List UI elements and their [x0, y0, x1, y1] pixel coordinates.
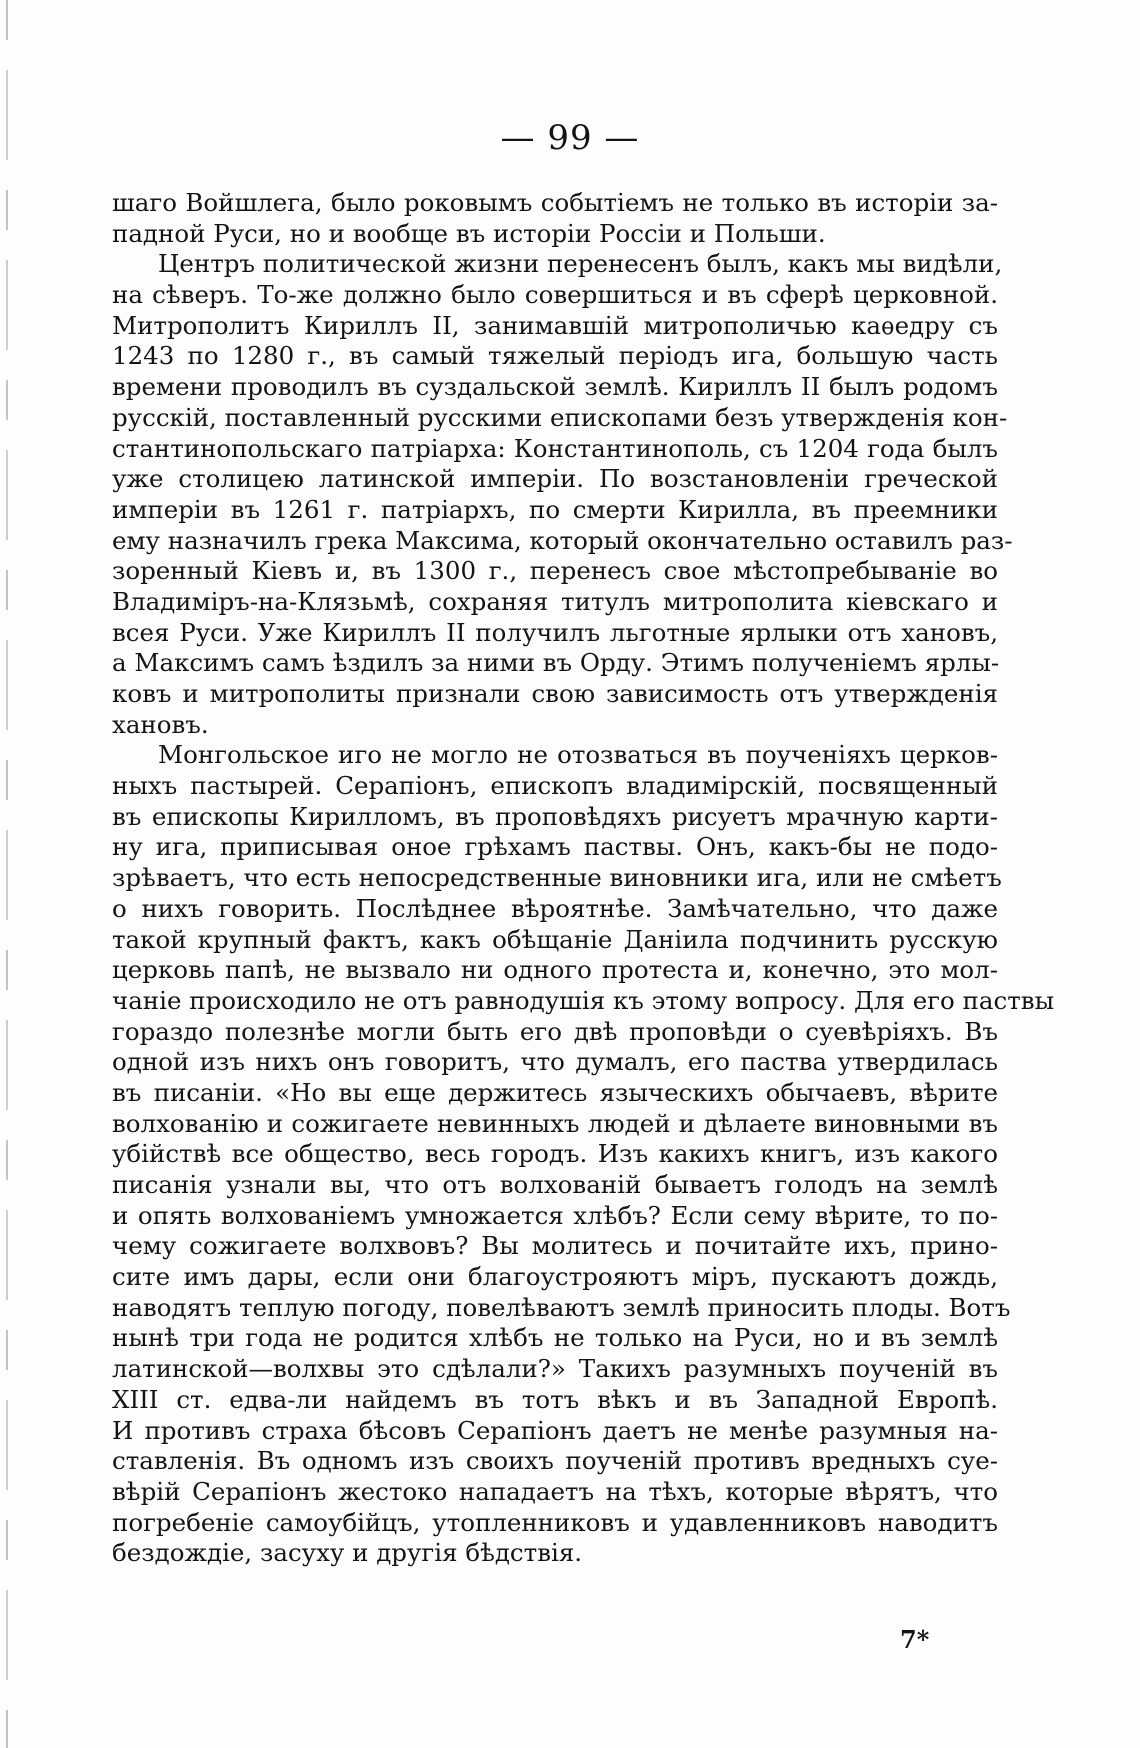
text-line: уже столицею латинской имперіи. По возстановленіи греческой: [112, 464, 998, 494]
text-line: времени проводилъ въ суздальской землѣ. Кириллъ II былъ родомъ: [112, 372, 998, 402]
text-line: хановъ.: [112, 709, 209, 739]
text-line: писанія узнали вы, что отъ волхованій бываетъ голодъ на землѣ: [112, 1170, 998, 1199]
paragraph: [112, 249, 1013, 740]
signature-mark: 7*: [900, 1625, 930, 1654]
text-line: въ епископы Кирилломъ, въ проповѣдяхъ рисуетъ мрачную карти-: [112, 801, 998, 831]
text-line: такой крупный фактъ, какъ обѣщаніе Даніила подчинить русскую: [112, 924, 998, 954]
text-line: ему назначилъ грека Максима, который окончательно оставилъ раз-: [112, 525, 1013, 555]
text-line: Монгольское иго не могло не отозваться въ поученіяхъ церков-: [158, 740, 998, 770]
text-line: шаго Войшлега, было роковымъ событіемъ не только въ исторіи за-: [112, 188, 998, 217]
text-line: 1243 по 1280 г., въ самый тяжелый періодъ ига, большую часть: [112, 341, 998, 371]
text-line: церковь папѣ, не вызвало ни одного протеста и, конечно, это мол-: [112, 955, 998, 985]
text-line: ковъ и митрополиты признали свою зависимость отъ утвержденія: [112, 679, 998, 708]
text-line: И противъ страха бѣсовъ Серапіонъ даетъ не менѣе разумныя на-: [112, 1415, 998, 1445]
text-line: Центръ политической жизни перенесенъ былъ, какъ мы видѣли,: [158, 249, 1003, 279]
text-line: чему сожигаете волхвовъ? Вы молитесь и почитайте ихъ, прино-: [112, 1231, 998, 1261]
text-line: Владиміръ-на-Клязьмѣ, сохраняя титулъ митрополита кіевскаго и: [112, 586, 998, 616]
text-line: сите имъ дары, если они благоустрояютъ міръ, пускаютъ дождь,: [112, 1262, 998, 1292]
text-line: стантинопольскаго патріарха: Константинополь, съ 1204 года былъ: [112, 433, 998, 463]
text-line: вѣрій Серапіонъ жестоко нападаетъ на тѣхъ, которые вѣрятъ, что: [112, 1476, 998, 1506]
text-line: гораздо полезнѣе могли быть его двѣ проповѣди о суевѣріяхъ. Въ: [112, 1016, 998, 1046]
text-line: ныхъ пастырей. Серапіонъ, епископъ владимірскій, посвященный: [112, 771, 998, 801]
text-line: имперіи въ 1261 г. патріархъ, по смерти Кирилла, въ преемники: [112, 494, 998, 524]
text-line: нынѣ три года не родится хлѣбъ не только на Руси, но и въ землѣ: [112, 1323, 998, 1353]
page-number: — 99 —: [500, 118, 640, 158]
paragraph: [112, 740, 1055, 1569]
text-line: погребеніе самоубійцъ, утопленниковъ и удавленниковъ наводитъ: [112, 1507, 998, 1537]
text-line: а Максимъ самъ ѣздилъ за ними въ Орду. Этимъ полученіемъ ярлы-: [112, 648, 1000, 678]
text-line: о нихъ говорить. Послѣднее вѣроятнѣе. Замѣчательно, что даже: [112, 893, 998, 923]
text-line: убійствѣ все общество, весь городъ. Изъ какихъ книгъ, изъ какого: [112, 1139, 998, 1169]
text-line: волхованію и сожигаете невинныхъ людей и дѣлаете виновными въ: [112, 1108, 998, 1138]
text-line: наводятъ теплую погоду, повелѣваютъ землѣ приносить плоды. Вотъ: [112, 1292, 1011, 1322]
page-edge-shadow: [6, 0, 8, 1748]
paragraph: [112, 188, 998, 249]
body-text: [112, 188, 1055, 1569]
text-line: на сѣверъ. То-же должно было совершиться и въ сферѣ церковной.: [112, 280, 998, 310]
text-line: XIII ст. едва-ли найдемъ въ тотъ вѣкъ и въ Западной Европѣ.: [112, 1384, 998, 1414]
text-line: одной изъ нихъ онъ говоритъ, что думалъ, его паства утвердилась: [112, 1047, 998, 1077]
text-line: Митрополитъ Кириллъ II, занимавшій митрополичью каѳедру съ: [112, 310, 998, 340]
text-line: латинской—волхвы это сдѣлали?» Такихъ разумныхъ поученій въ: [112, 1354, 998, 1384]
text-line: въ писаніи. «Но вы еще держитесь языческихъ обычаевъ, вѣрите: [112, 1077, 998, 1107]
text-line: зрѣваетъ, что есть непосредственные виновники ига, или не смѣетъ: [112, 863, 1002, 893]
text-line: зоренный Кіевъ и, въ 1300 г., перенесъ свое мѣстопребываніе во: [112, 556, 998, 586]
text-line: бездождіе, засуху и другія бѣдствія.: [112, 1538, 583, 1568]
text-line: падной Руси, но и вообще въ исторіи Россіи и Польши.: [112, 218, 826, 248]
text-line: чаніе происходило не отъ равнодушія къ этому вопросу. Для его паствы: [112, 985, 1055, 1015]
text-line: и опять волхованіемъ умножается хлѣбъ? Если сему вѣрите, то по-: [112, 1200, 998, 1230]
text-line: ставленія. Въ одномъ изъ своихъ поученій противъ вредныхъ суе-: [112, 1446, 998, 1476]
text-line: всея Руси. Уже Кириллъ II получилъ льготные ярлыки отъ хановъ,: [112, 617, 998, 647]
text-line: русскій, поставленный русскими епископами безъ утвержденія кон-: [112, 402, 1008, 432]
text-line: ну ига, приписывая оное грѣхамъ паствы. Онъ, какъ-бы не подо-: [112, 832, 998, 862]
